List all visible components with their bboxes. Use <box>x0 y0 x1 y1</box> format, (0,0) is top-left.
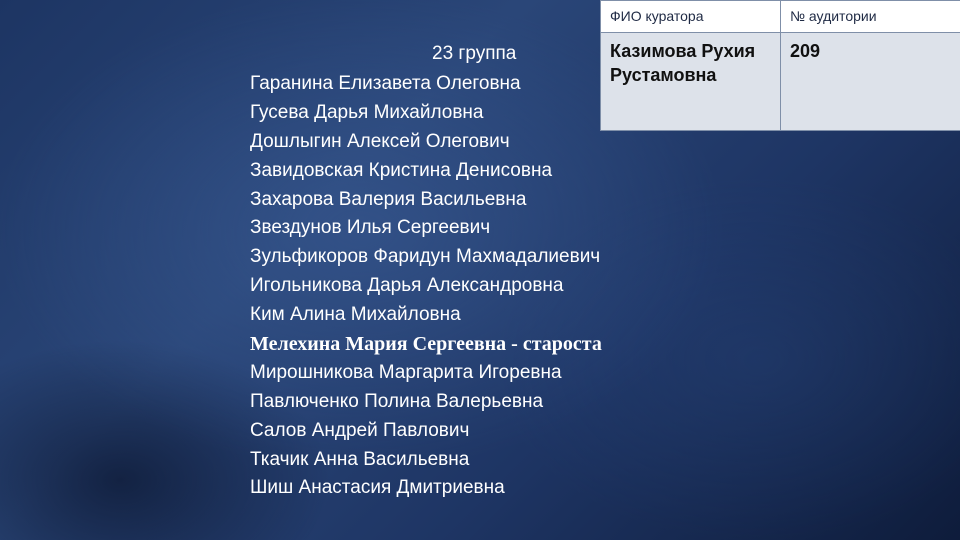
list-item: Завидовская Кристина Денисовна <box>250 159 553 181</box>
table-row <box>601 33 960 131</box>
list-item: Зульфикоров Фаридун Махмадалиевич <box>250 246 601 268</box>
group-title: 23 группа <box>432 43 517 64</box>
list-item: Павлюченко Полина Валерьевна <box>250 390 544 412</box>
list-item: Мирошникова Маргарита Игоревна <box>250 361 562 383</box>
list-item: Игольникова Дарья Александровна <box>250 275 564 297</box>
list-item: Захарова Валерия Васильевна <box>250 188 527 210</box>
list-item: Салов Андрей Павлович <box>250 419 470 441</box>
list-item: Гаранина Елизавета Олеговна <box>250 73 521 94</box>
curator-table <box>600 0 960 131</box>
header-room-cell: № аудитории <box>781 1 960 33</box>
table-header-row <box>601 1 960 33</box>
curator-name-cell: Казимова Рухия Рустамовна <box>601 33 781 131</box>
list-item: Шиш Анастасия Дмитриевна <box>250 477 505 499</box>
room-number-cell: 209 <box>781 33 960 131</box>
list-item: Ткачик Анна Васильевна <box>250 448 470 470</box>
list-item: Ким Алина Михайловна <box>250 304 461 326</box>
list-item: Звездунов Илья Сергеевич <box>250 217 491 239</box>
list-item: Дошлыгин Алексей Олегович <box>250 130 510 152</box>
student-list <box>250 70 602 503</box>
header-curator-cell: ФИО куратора <box>601 1 781 33</box>
list-item: Гусева Дарья Михайловна <box>250 101 484 123</box>
list-item-starosta: Мелехина Мария Сергеевна - староста <box>250 333 602 356</box>
